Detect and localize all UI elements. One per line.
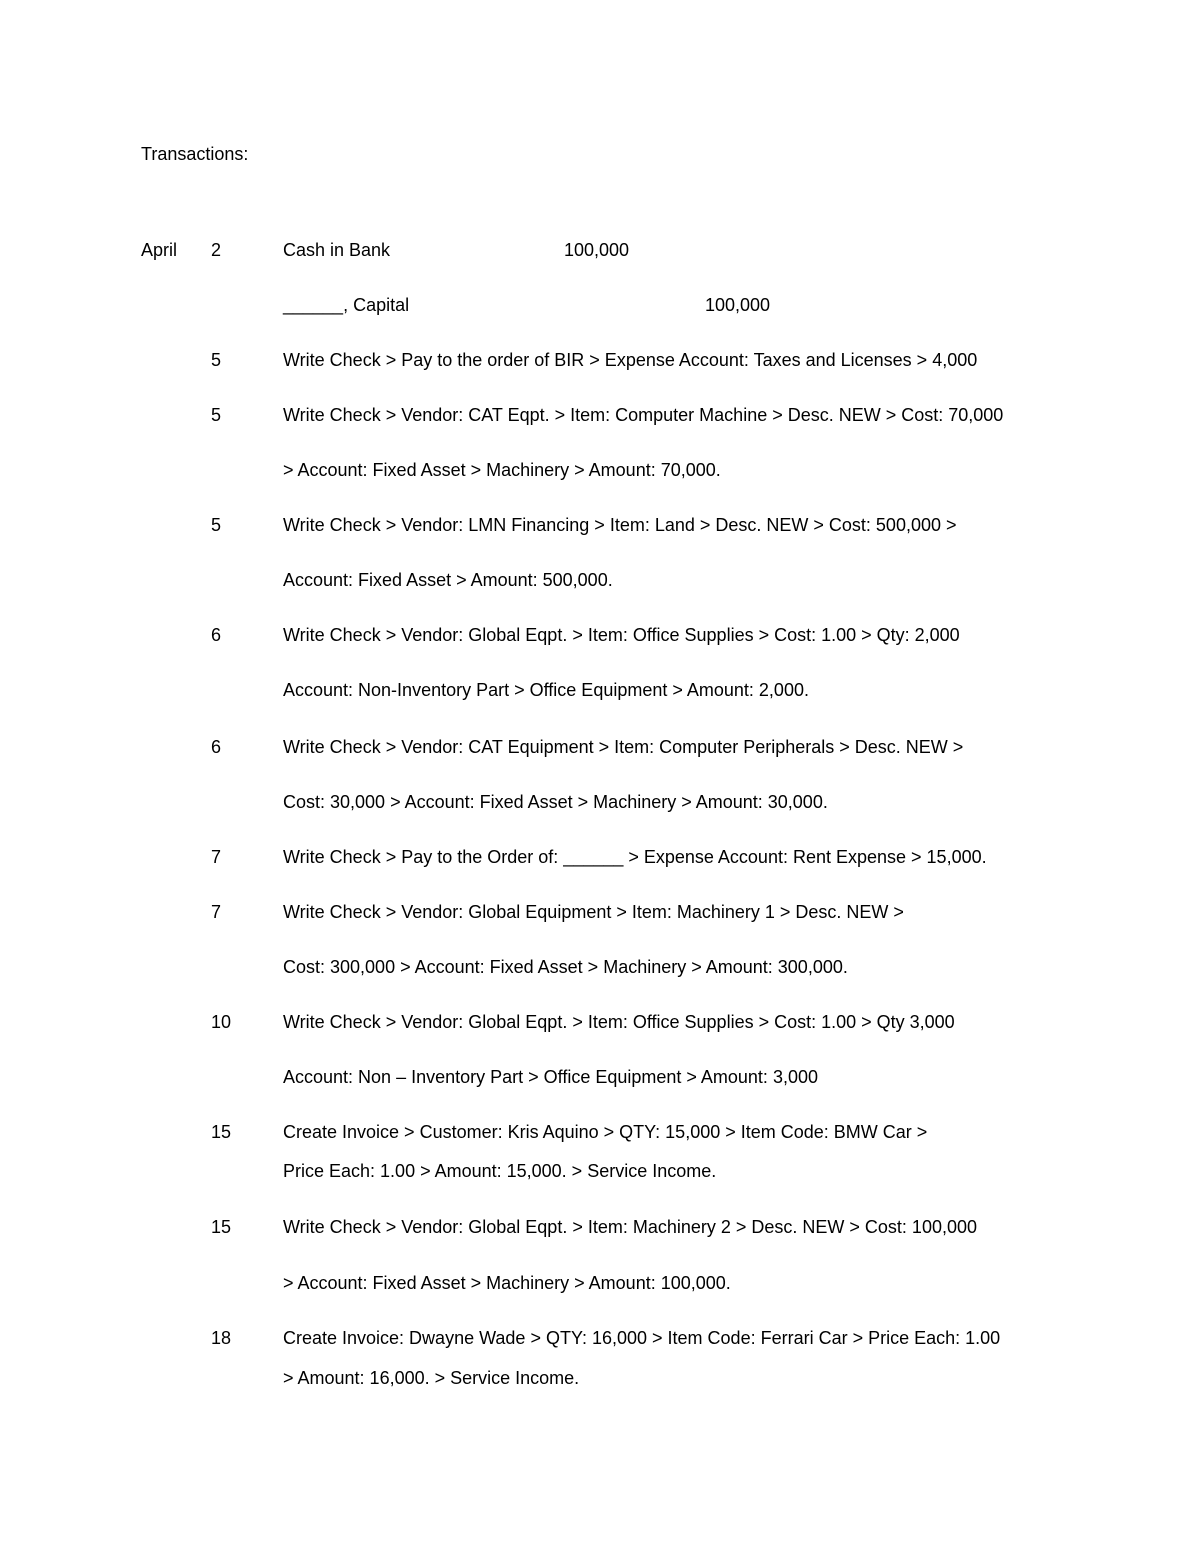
transaction-line: Write Check > Vendor: CAT Equipment > Item: Computer Peripherals > Desc. NEW >: [283, 737, 964, 757]
transaction-line: Write Check > Vendor: Global Eqpt. > Item: Machinery 2 > Desc. NEW > Cost: 100,000: [283, 1217, 977, 1237]
transaction-continuation: [0, 1365, 1200, 1391]
transaction-row: [0, 1214, 1200, 1240]
transaction-line: Write Check > Vendor: Global Equipment > Item: Machinery 1 > Desc. NEW >: [283, 902, 904, 922]
transaction-line: Account: Fixed Asset > Amount: 500,000.: [283, 570, 613, 590]
transaction-day: 18: [211, 1328, 232, 1348]
transaction-line: Write Check > Pay to the Order of: ______ > Expense Account: Rent Expense > 15,000.: [283, 847, 987, 867]
transaction-continuation: [0, 1270, 1200, 1296]
transaction-line: Create Invoice > Customer: Kris Aquino > QTY: 15,000 > Item Code: BMW Car >: [283, 1122, 928, 1142]
transaction-row: [0, 844, 1200, 870]
transaction-continuation: [0, 954, 1200, 980]
transaction-continuation: [0, 677, 1200, 703]
transaction-day: 7: [211, 902, 222, 922]
transaction-day: 5: [211, 350, 222, 370]
transaction-line: Cost: 300,000 > Account: Fixed Asset > Machinery > Amount: 300,000.: [283, 957, 848, 977]
transaction-row: [0, 734, 1200, 760]
transaction-day: 7: [211, 847, 222, 867]
transaction-row: [0, 899, 1200, 925]
journal-entry-credit-row: [0, 292, 1200, 318]
transaction-day: 10: [211, 1012, 232, 1032]
transaction-line: Account: Non-Inventory Part > Office Equipment > Amount: 2,000.: [283, 680, 809, 700]
transaction-row: [0, 1325, 1200, 1351]
transaction-line: > Account: Fixed Asset > Machinery > Amount: 100,000.: [283, 1273, 731, 1293]
transaction-line: Cost: 30,000 > Account: Fixed Asset > Machinery > Amount: 30,000.: [283, 792, 828, 812]
transaction-line: Write Check > Vendor: Global Eqpt. > Item: Office Supplies > Cost: 1.00 > Qty: 2,000: [283, 625, 960, 645]
transaction-row: [0, 347, 1200, 373]
credit-account: ______, Capital: [283, 295, 410, 315]
transaction-day: 6: [211, 737, 222, 757]
transaction-row: [0, 622, 1200, 648]
transaction-line: Write Check > Pay to the order of BIR > Expense Account: Taxes and Licenses > 4,000: [283, 350, 978, 370]
transaction-line: Create Invoice: Dwayne Wade > QTY: 16,000 > Item Code: Ferrari Car > Price Each: 1.00: [283, 1328, 1001, 1348]
transaction-continuation: [0, 1158, 1200, 1184]
credit-amount: 100,000: [705, 295, 771, 315]
transaction-continuation: [0, 567, 1200, 593]
transaction-continuation: [0, 789, 1200, 815]
transaction-day: 15: [211, 1122, 232, 1142]
debit-account: Cash in Bank: [283, 240, 391, 260]
transaction-line: Write Check > Vendor: CAT Eqpt. > Item: Computer Machine > Desc. NEW > Cost: 70,000: [283, 405, 1004, 425]
journal-entry-debit-row: [0, 237, 1200, 263]
transaction-line: > Account: Fixed Asset > Machinery > Amount: 70,000.: [283, 460, 721, 480]
transaction-day: 6: [211, 625, 222, 645]
transaction-line: Write Check > Vendor: Global Eqpt. > Item: Office Supplies > Cost: 1.00 > Qty 3,000: [283, 1012, 955, 1032]
transaction-day: 5: [211, 515, 222, 535]
transaction-line: Account: Non – Inventory Part > Office Equipment > Amount: 3,000: [283, 1067, 818, 1087]
transaction-row: [0, 1009, 1200, 1035]
transaction-row: [0, 1119, 1200, 1145]
transaction-day: 15: [211, 1217, 232, 1237]
transaction-row: [0, 512, 1200, 538]
page-heading: Transactions:: [141, 144, 249, 164]
debit-amount: 100,000: [564, 240, 630, 260]
transaction-day: 5: [211, 405, 222, 425]
transaction-line: Price Each: 1.00 > Amount: 15,000. > Service Income.: [283, 1161, 717, 1181]
transaction-row: [0, 402, 1200, 428]
month-label: April: [141, 240, 178, 260]
transaction-continuation: [0, 457, 1200, 483]
day-label: 2: [211, 240, 222, 260]
transaction-line: Write Check > Vendor: LMN Financing > Item: Land > Desc. NEW > Cost: 500,000 >: [283, 515, 957, 535]
transaction-line: > Amount: 16,000. > Service Income.: [283, 1368, 580, 1388]
transaction-continuation: [0, 1064, 1200, 1090]
